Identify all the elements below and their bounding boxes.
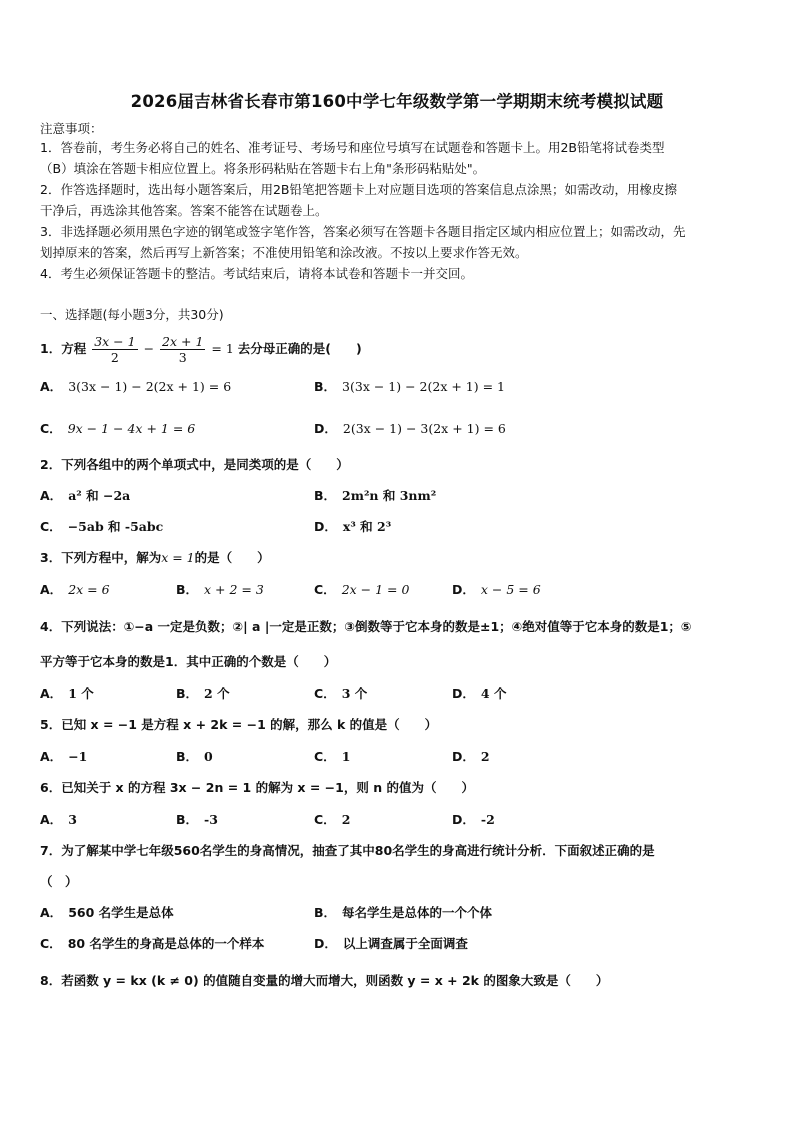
q5-option-d: D． 2 (452, 749, 490, 764)
notice-line-4: 干净后，再选涂其他答案。答案不能答在试题卷上。 (40, 203, 328, 218)
fraction-2 (160, 334, 205, 365)
q7-option-d: D． 以上调查属于全面调查 (314, 936, 468, 951)
q5-option-a: A． −1 (40, 749, 88, 764)
q1-option-d: D． 2(3x − 1) − 3(2x + 1) = 6 (314, 421, 506, 436)
section-heading: 一、选择题(每小题3分，共30分) (40, 307, 224, 322)
q5-option-b: B． 0 (176, 749, 213, 764)
notice-heading: 注意事项： (40, 121, 103, 136)
q7-option-a: A． 560 名学生是总体 (40, 905, 174, 920)
q2-option-b: B． 2m²n 和 3nm² (314, 488, 437, 503)
question-5-stem: 5．已知 x = −1 是方程 x + 2k = −1 的解，那么 k 的值是（ ） (40, 717, 438, 732)
notice-line-5: 3．非选择题必须用黑色字迹的钢笔或签字笔作答，答案必须写在答题卡各题目指定区域内相应位置上；如需改动，先 (40, 224, 686, 239)
q2-option-c: C． −5ab 和 -5abc (40, 519, 164, 534)
q1-option-a: A． 3(3x − 1) − 2(2x + 1) = 6 (40, 379, 232, 394)
q1-prefix: 1．方程 (40, 341, 87, 356)
question-1-stem (40, 334, 362, 365)
page-title: 2026届吉林省长春市第160中学七年级数学第一学期期末统考模拟试题 (130, 92, 664, 111)
q7-option-c: C． 80 名学生的身高是总体的一个样本 (40, 936, 265, 951)
q1-minus: − (143, 341, 155, 356)
question-4-line-2: 平方等于它本身的数是1．其中正确的个数是（ ） (40, 654, 337, 669)
q6-option-d: D． -2 (452, 812, 495, 827)
q3-option-d: D． x − 5 = 6 (452, 582, 541, 597)
q1-equals: = 1 (211, 341, 234, 356)
question-7-line-2: （ ） (40, 874, 78, 889)
q4-option-a: A． 1 个 (40, 686, 94, 701)
q3-option-a: A． 2x = 6 (40, 582, 110, 597)
notice-line-1: 1．答卷前，考生务必将自己的姓名、准考证号、考场号和座位号填写在试题卷和答题卡上。用2B铅笔将试卷类型 (40, 140, 665, 155)
fraction-1 (92, 334, 137, 365)
q6-option-a: A． 3 (40, 812, 77, 827)
q3-option-b: B． x + 2 = 3 (176, 582, 264, 597)
q1-suffix: 去分母正确的是( ) (237, 341, 362, 356)
q3-option-c: C． 2x − 1 = 0 (314, 582, 410, 597)
q4-option-d: D． 4 个 (452, 686, 507, 701)
q6-option-b: B． -3 (176, 812, 218, 827)
q4-option-b: B． 2 个 (176, 686, 230, 701)
q4-option-c: C． 3 个 (314, 686, 368, 701)
notice-line-6: 划掉原来的答案，然后再写上新答案；不准使用铅笔和涂改液。不按以上要求作答无效。 (40, 245, 528, 260)
fraction-2-denominator: 3 (178, 350, 187, 365)
question-7-line-1: 7．为了解某中学七年级560名学生的身高情况，抽查了其中80名学生的身高进行统计分析．下面叙述正确的是 (40, 843, 655, 858)
notice-line-3: 2．作答选择题时，选出每小题答案后，用2B铅笔把答题卡上对应题目选项的答案信息点涂黑；如需改动，用橡皮擦 (40, 182, 677, 197)
question-8-stem: 8．若函数 y = kx (k ≠ 0) 的值随自变量的增大而增大，则函数 y = x + 2k 的图象大致是（ ） (40, 973, 609, 988)
fraction-1-numerator: 3x − 1 (94, 334, 136, 349)
q2-option-a: A． a² 和 −2a (40, 488, 131, 503)
question-4-line-1: 4．下列说法：①−a 一定是负数；②| a |一定是正数；③倒数等于它本身的数是±1；④绝对值等于它本身的数是1；⑤ (40, 619, 692, 634)
q1-option-c: C． 9x − 1 − 4x + 1 = 6 (40, 421, 196, 436)
q7-option-b: B． 每名学生是总体的一个个体 (314, 905, 493, 920)
q5-option-c: C． 1 (314, 749, 351, 764)
notice-line-2: （B）填涂在答题卡相应位置上。将条形码粘贴在答题卡右上角"条形码粘贴处"。 (40, 161, 486, 176)
q2-option-d: D． x³ 和 2³ (314, 519, 392, 534)
question-2-stem: 2．下列各组中的两个单项式中，是同类项的是（ ） (40, 457, 349, 472)
q1-option-b: B． 3(3x − 1) − 2(2x + 1) = 1 (314, 379, 505, 394)
fraction-1-denominator: 2 (110, 350, 119, 365)
q6-option-c: C． 2 (314, 812, 351, 827)
question-6-stem: 6．已知关于 x 的方程 3x − 2n = 1 的解为 x = −1，则 n 的值为（ ） (40, 780, 474, 795)
notice-line-7: 4．考生必须保证答题卡的整洁。考试结束后，请将本试卷和答题卡一并交回。 (40, 266, 473, 281)
question-3-stem: 3．下列方程中，解为x = 1的是（ ） (40, 550, 270, 565)
fraction-2-numerator: 2x + 1 (162, 334, 204, 349)
